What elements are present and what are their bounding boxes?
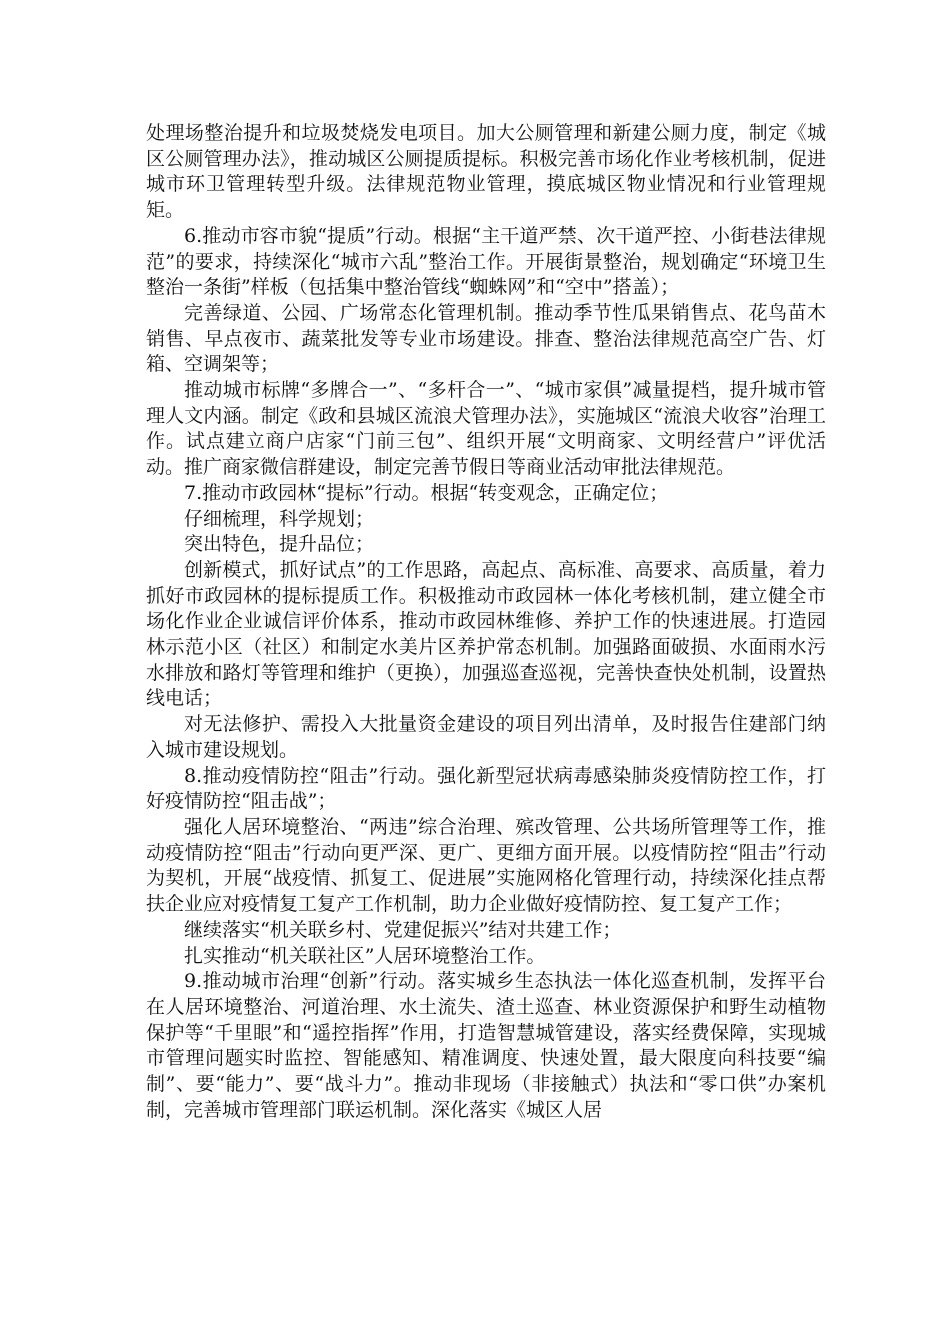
- paragraph-7: 突出特色，提升品位；: [184, 533, 375, 556]
- paragraph-12: 继续落实“机关联乡村、党建促振兴”结对共建工作；: [184, 918, 622, 941]
- paragraph-9: 对无法修护、需投入大批量资金建设的项目列出清单，及时报告住建部门纳入城市建设规划。: [146, 713, 826, 761]
- paragraph-5: 7.推动市政园林“提标”行动。根据“转变观念，正确定位；: [184, 481, 669, 504]
- paragraph-8: 创新模式，抓好试点”的工作思路，高起点、高标准、高要求、高质量，着力抓好市政园林的提标提质工作。积极推动市政园林一体化考核机制，建立健全市场化作业企业诚信评价体系，推动市政园林维修、养护工作的快速进展。打造园林示范小区（社区）和制定水美片区养护常态机制。加强路面破损、水面雨水污水排放和路灯等管理和维护（更换），加强巡查巡视，完善快查快处机制，设置热线电话；: [146, 558, 826, 710]
- paragraph-2: 6.推动市容市貌“提质”行动。根据“主干道严禁、次干道严控、小街巷法律规范”的要求，持续深化“城市六乱”整治工作。开展街景整治，规划确定“环境卫生整治一条街”样板（包括集中整治管线“蜘蛛网”和“空中”搭盖）；: [146, 224, 826, 299]
- paragraph-11: 强化人居环境整治、“两违”综合治理、殡改管理、公共场所管理等工作，推动疫情防控“阻击”行动向更严深、更广、更细方面开展。以疫情防控“阻击”行动为契机，开展“战疫情、抓复工、促进展”实施网格化管理行动，持续深化挂点帮扶企业应对疫情复工复产工作机制，助力企业做好疫情防控、复工复产工作；: [146, 815, 826, 916]
- document-body: [146, 121, 826, 1123]
- paragraph-3: 完善绿道、公园、广场常态化管理机制。推动季节性瓜果销售点、花鸟苗木销售、早点夜市、蔬菜批发等专业市场建设。排查、整治法律规范高空广告、灯箱、空调架等；: [146, 301, 826, 376]
- paragraph-13: 扎实推动“机关联社区”人居环境整治工作。: [184, 944, 546, 967]
- paragraph-6: 仔细梳理，科学规划；: [184, 507, 375, 530]
- paragraph-10: 8.推动疫情防控“阻击”行动。强化新型冠状病毒感染肺炎疫情防控工作，打好疫情防控“阻击战”；: [146, 764, 826, 813]
- paragraph-14: 9.推动城市治理“创新”行动。落实城乡生态执法一体化巡查机制，发挥平台在人居环境整治、河道治理、水土流失、渣土巡查、林业资源保护和野生动植物保护等“千里眼”和“遥控指挥”作用，打造智慧城管建设，落实经费保障，实现城市管理问题实时监控、智能感知、精准调度、快速处置，最大限度向科技要“编制”、要“能力”、要“战斗力”。推动非现场（非接触式）执法和“零口供”办案机制，完善城市管理部门联运机制。深化落实《城区人居: [146, 970, 826, 1121]
- paragraph-4: 推动城市标牌“多牌合一”、“多杆合一”、“城市家俱”减量提档，提升城市管理人文内涵。制定《政和县城区流浪犬管理办法》，实施城区“流浪犬收容”治理工作。试点建立商户店家“门前三包”、组织开展“文明商家、文明经营户”评优活动。推广商家微信群建设，制定完善节假日等商业活动审批法律规范。: [146, 379, 826, 479]
- paragraph-1: 处理场整治提升和垃圾焚烧发电项目。加大公厕管理和新建公厕力度，制定《城区公厕管理办法》，推动城区公厕提质提标。积极完善市场化作业考核机制，促进城市环卫管理转型升级。法律规范物业管理，摸底城区物业情况和行业管理规矩。: [146, 122, 826, 222]
